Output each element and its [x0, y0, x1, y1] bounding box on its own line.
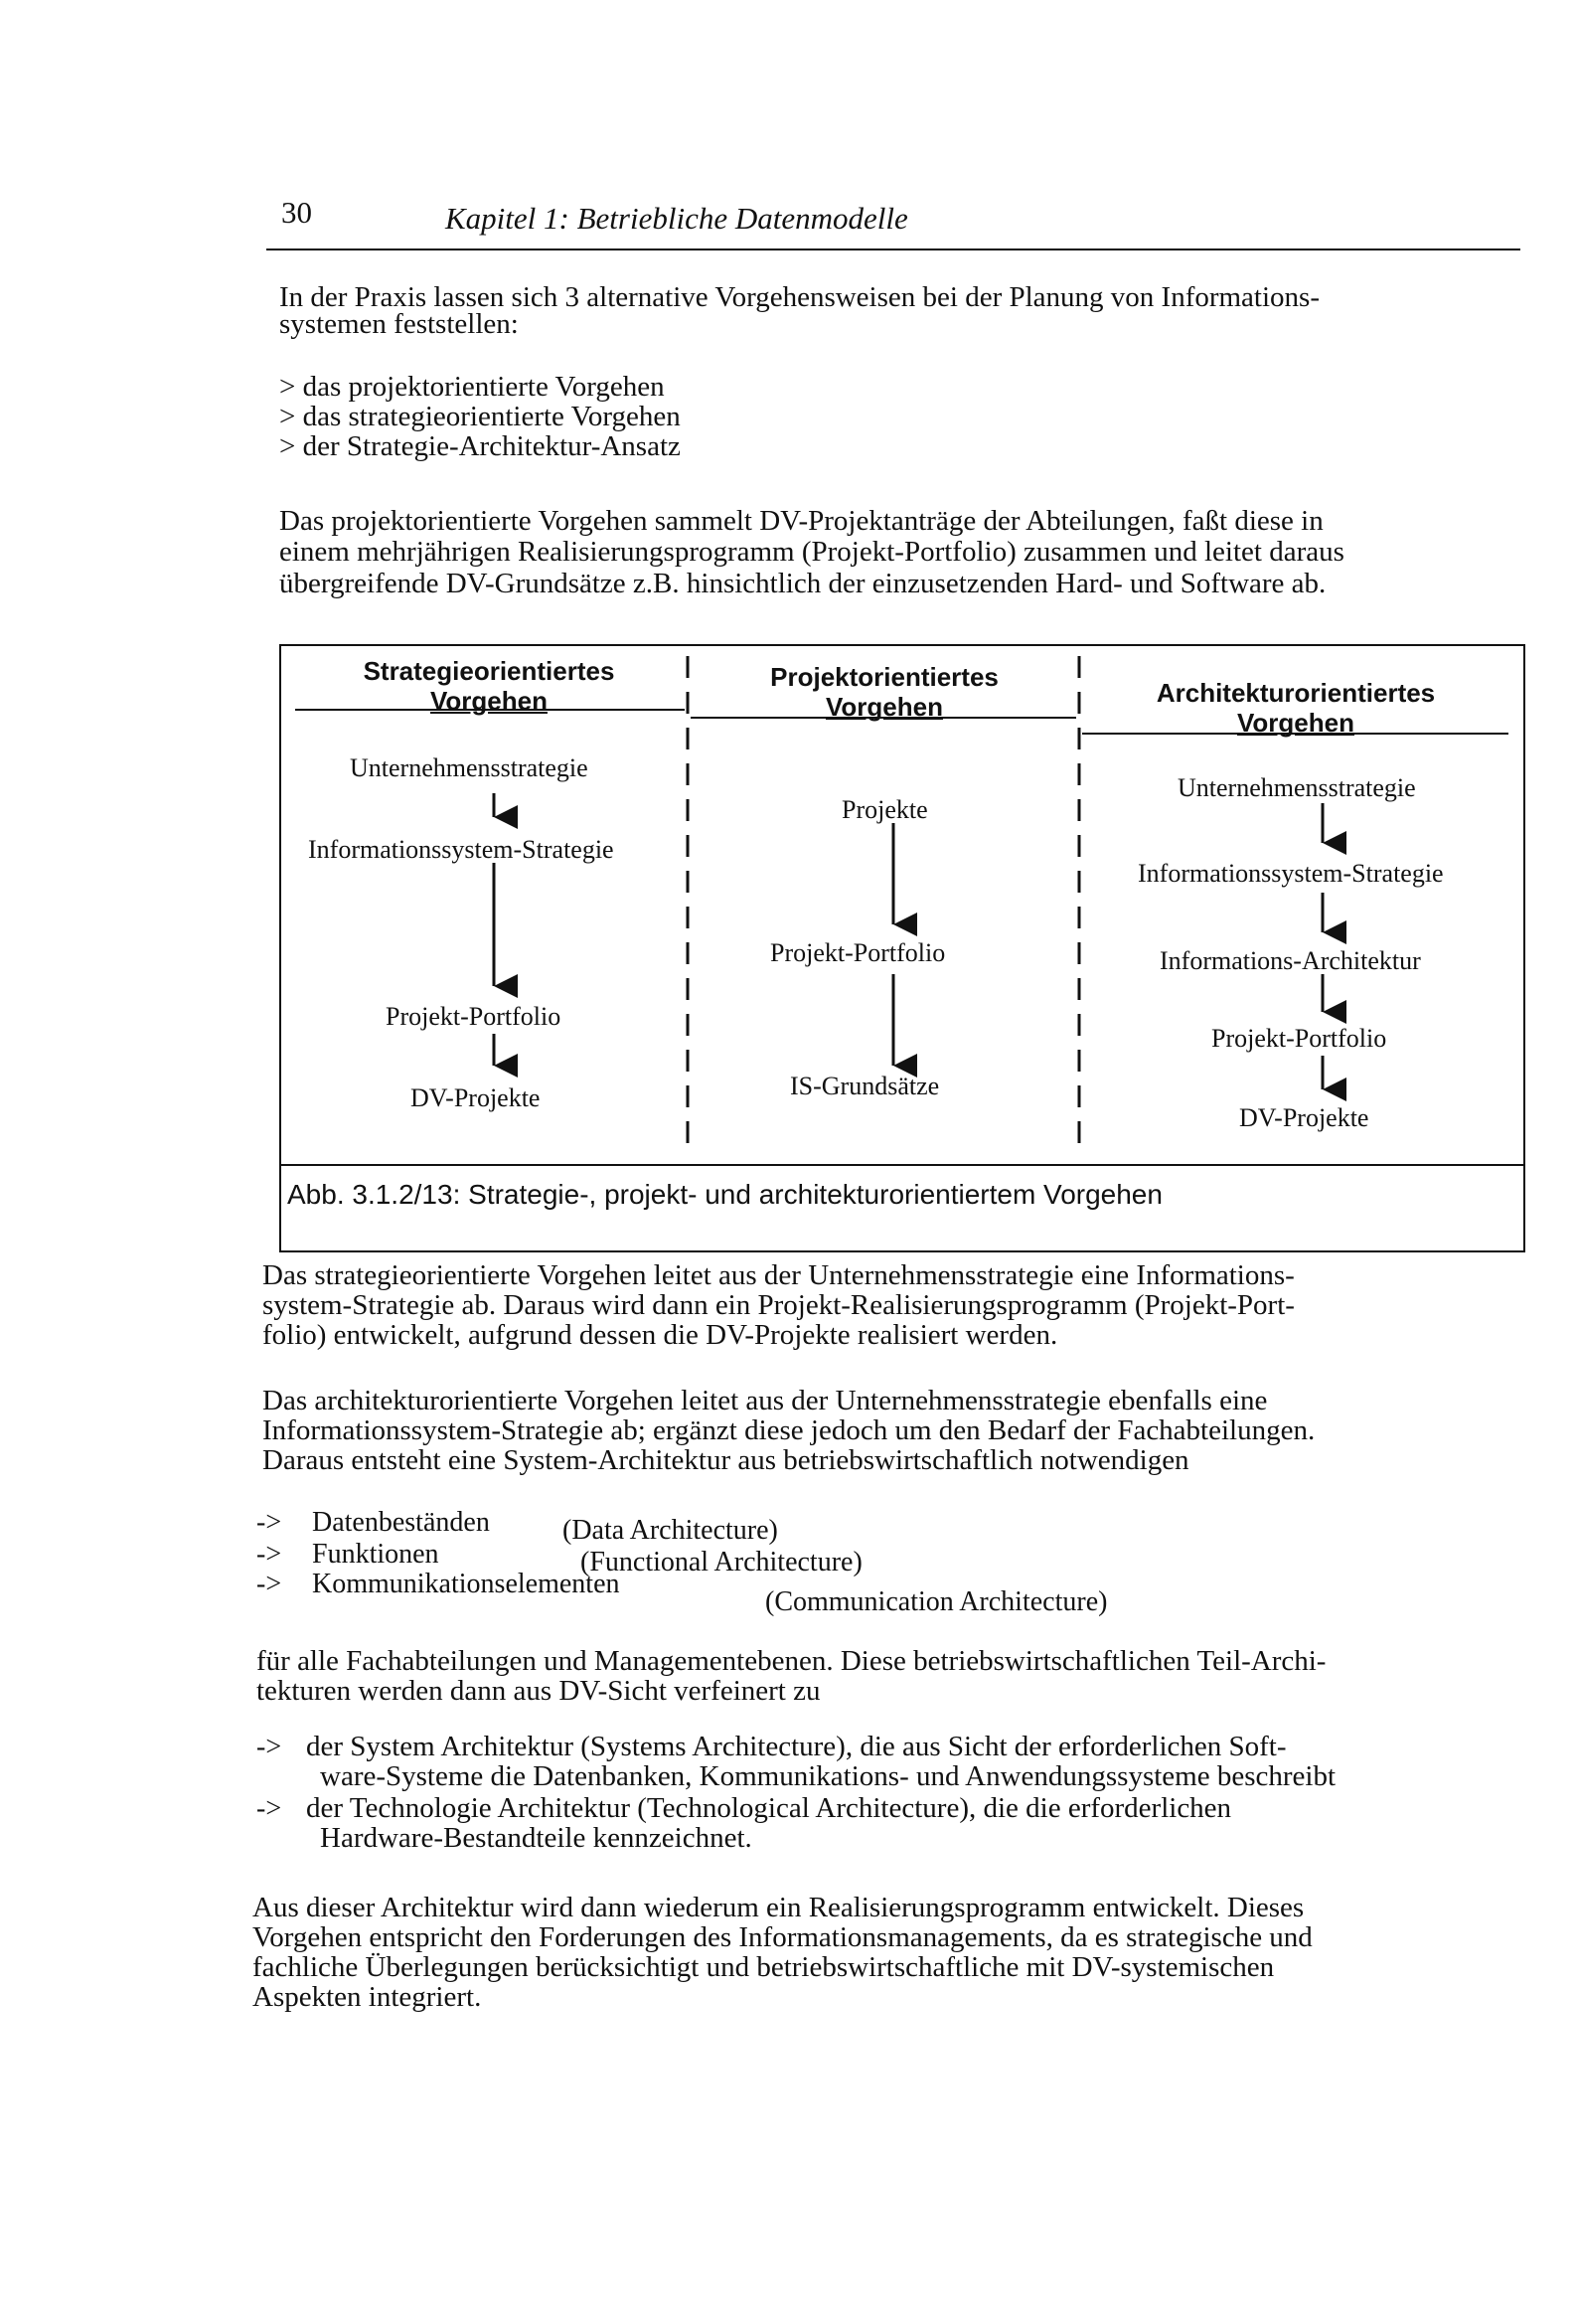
heading-line: Architekturorientiertes — [1156, 678, 1436, 708]
paragraph-line: Daraus entsteht eine System-Architektur aus betriebswirtschaftlich notwendigen — [262, 1444, 1189, 1476]
figure-caption: Abb. 3.1.2/13: Strategie-, projekt- und architekturorientiertem Vorgehen — [287, 1179, 1163, 1210]
node-projekt-portfolio: Projekt-Portfolio — [386, 1002, 561, 1031]
list-arrow: -> — [256, 1569, 282, 1599]
paragraph-line: tekturen werden dann aus DV-Sicht verfeinert zu — [256, 1675, 821, 1707]
heading-line: Vorgehen — [430, 686, 548, 716]
chapter-title: Kapitel 1: Betriebliche Datenmodelle — [445, 201, 908, 236]
paragraph-line: Das strategieorientierte Vorgehen leitet aus der Unternehmensstrategie eine Informations- — [262, 1259, 1295, 1291]
intro-line: systemen feststellen: — [279, 308, 519, 340]
list-term: Datenbeständen — [312, 1507, 490, 1538]
node-is-grundsaetze: IS-Grundsätze — [790, 1072, 940, 1100]
list-line: ware-Systeme die Datenbanken, Kommunikations- und Anwendungssysteme beschreibt — [320, 1760, 1337, 1792]
node-projekt-portfolio: Projekt-Portfolio — [770, 938, 946, 967]
paragraph-line: Das architekturorientierte Vorgehen leitet aus der Unternehmensstrategie ebenfalls eine — [262, 1385, 1268, 1416]
paragraph-line: einem mehrjährigen Realisierungsprogramm (Projekt-Portfolio) zusammen und leitet daraus — [279, 536, 1344, 568]
paragraph-line: folio) entwickelt, aufgrund dessen die DV-Projekte realisiert werden. — [262, 1319, 1058, 1351]
list-english: (Functional Architecture) — [580, 1547, 863, 1577]
list-item: > das projektorientierte Vorgehen — [279, 371, 665, 403]
node-is-strategie: Informationssystem-Strategie — [308, 835, 614, 864]
paragraph-line: Das projektorientierte Vorgehen sammelt DV-Projektanträge der Abteilungen, faßt diese in — [279, 505, 1324, 537]
list-item: > das strategieorientierte Vorgehen — [279, 401, 681, 432]
list-arrow: -> — [256, 1539, 282, 1570]
column-heading-strategy — [295, 656, 683, 716]
list-arrow: -> — [256, 1507, 282, 1538]
list-term: Kommunikationselementen — [312, 1569, 620, 1599]
list-arrow: -> — [256, 1793, 282, 1824]
paragraph-line: system-Strategie ab. Daraus wird dann ein Projekt-Realisierungsprogramm (Projekt-Port- — [262, 1289, 1295, 1321]
node-informations-architektur: Informations-Architektur — [1160, 946, 1421, 975]
list-arrow: -> — [256, 1732, 282, 1762]
heading-line: Projektorientiertes — [770, 662, 999, 692]
node-dv-projekte: DV-Projekte — [410, 1083, 541, 1112]
list-line: der System Architektur (Systems Architecture), die aus Sicht der erforderlichen Soft- — [306, 1731, 1287, 1762]
paragraph-line: Aus dieser Architektur wird dann wiederum ein Realisierungsprogramm entwickelt. Dieses — [252, 1892, 1305, 1923]
paragraph-line: Aspekten integriert. — [252, 1981, 482, 2013]
node-is-strategie: Informationssystem-Strategie — [1138, 859, 1444, 888]
node-projekte: Projekte — [842, 795, 928, 824]
paragraph-line: übergreifende DV-Grundsätze z.B. hinsichtlich der einzusetzenden Hard- und Software ab. — [279, 568, 1327, 599]
heading-line: Strategieorientiertes — [363, 656, 615, 686]
header-rule — [266, 249, 1520, 250]
node-unternehmensstrategie: Unternehmensstrategie — [350, 753, 588, 782]
list-item: > der Strategie-Architektur-Ansatz — [279, 430, 681, 462]
node-unternehmensstrategie: Unternehmensstrategie — [1178, 773, 1416, 802]
figure-box — [279, 644, 1525, 1252]
node-dv-projekte: DV-Projekte — [1239, 1103, 1369, 1132]
list-line: der Technologie Architektur (Technological Architecture), die die erforderlichen — [306, 1792, 1232, 1824]
paragraph-line: Informationssystem-Strategie ab; ergänzt diese jedoch um den Bedarf der Fachabteilungen. — [262, 1414, 1316, 1446]
paragraph-line: fachliche Überlegungen berücksichtigt und betriebswirtschaftliche mit DV-systemischen — [252, 1951, 1275, 1983]
list-term: Funktionen — [312, 1539, 439, 1570]
paragraph-line: Vorgehen entspricht den Forderungen des Informationsmanagements, da es strategische und — [252, 1921, 1313, 1953]
list-english: (Communication Architecture) — [765, 1586, 1108, 1617]
intro-line: In der Praxis lassen sich 3 alternative Vorgehensweisen bei der Planung von Informations- — [279, 281, 1320, 313]
column-heading-project — [691, 662, 1078, 722]
node-projekt-portfolio: Projekt-Portfolio — [1211, 1024, 1387, 1053]
list-english: (Data Architecture) — [562, 1515, 778, 1546]
heading-line: Vorgehen — [1237, 708, 1354, 738]
page-number: 30 — [281, 195, 312, 230]
heading-line: Vorgehen — [826, 692, 943, 722]
column-heading-architecture — [1082, 678, 1509, 738]
list-line: Hardware-Bestandteile kennzeichnet. — [320, 1822, 752, 1854]
paragraph-line: für alle Fachabteilungen und Managementebenen. Diese betriebswirtschaftlichen Teil-Archi- — [256, 1645, 1327, 1677]
